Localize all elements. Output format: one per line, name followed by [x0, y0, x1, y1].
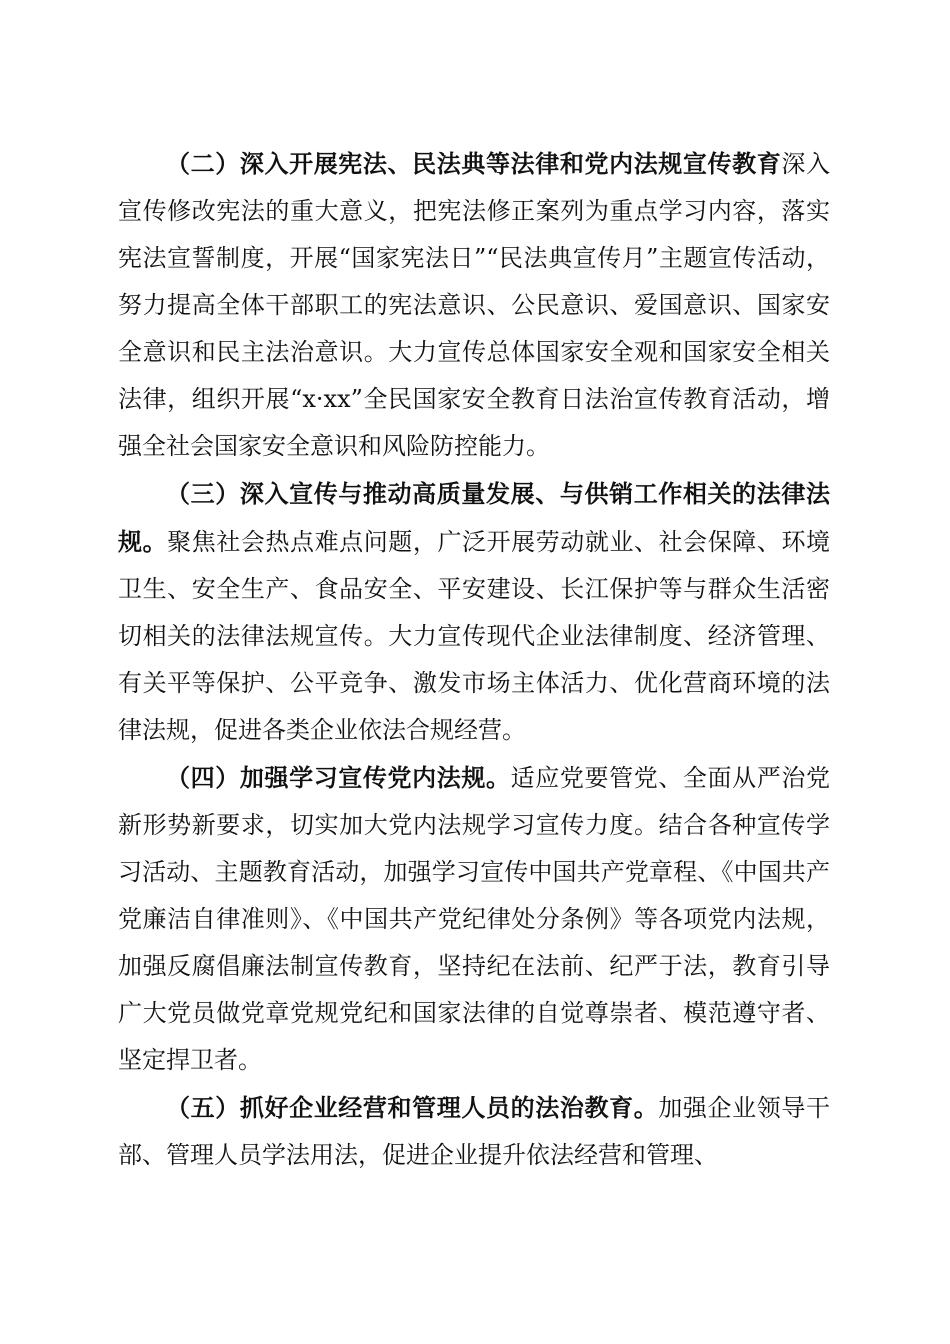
paragraph-section-2 [118, 140, 830, 470]
section-2-body: 深入宣传修改宪法的重大意义，把宪法修正案列为重点学习内容，落实宪法宣誓制度，开展“国家宪法日”“民法典宣传月”主题宣传活动，努力提高全体干部职工的宪法意识、公民意识、爱国意识、国家安全意识和民主法治意识。大力宣传总体国家安全观和国家安全相关法律，组织开展“x·xx”全民国家安全教育日法治宣传教育活动，增强全社会国家安全意识和风险防控能力。 [118, 150, 831, 460]
section-4-heading: （四）加强学习宣传党内法规。 [166, 763, 511, 792]
paragraph-section-3 [118, 470, 830, 754]
section-3-body: 聚焦社会热点难点问题，广泛开展劳动就业、社会保障、环境卫生、安全生产、食品安全、平安建设、长江保护等与群众生活密切相关的法律法规宣传。大力宣传现代企业法律制度、经济管理、有关平等保护、公平竞争、激发市场主体活力、优化营商环境的法律法规，促进各类企业依法合规经营。 [118, 528, 831, 744]
section-4-body: 适应党要管党、全面从严治党新形势新要求，切实加大党内法规学习宣传力度。结合各种宣传学习活动、主题教育活动，加强学习宣传中国共产党章程、《中国共产党廉洁自律准则》、《中国共产党纪律处分条例》等各项党内法规，加强反腐倡廉法制宣传教育，坚持纪在法前、纪严于法，教育引导广大党员做党章党规党纪和国家法律的自觉尊崇者、模范遵守者、坚定捍卫者。 [118, 764, 831, 1074]
paragraph-section-4 [118, 754, 830, 1084]
section-3-heading: （三）深入宣传与推动高质量发展、与供销工作相关的法律法规。 [118, 479, 830, 556]
document-body [118, 140, 830, 1179]
section-5-body: 加强企业领导干部、管理人员学法用法，促进企业提升依法经营和管理、 [118, 1094, 831, 1169]
section-5-heading: （五）抓好企业经营和管理人员的法治教育。 [166, 1093, 659, 1122]
paragraph-section-5 [118, 1084, 830, 1179]
section-2-heading: （二）深入开展宪法、民法典等法律和党内法规宣传教育 [166, 149, 782, 178]
